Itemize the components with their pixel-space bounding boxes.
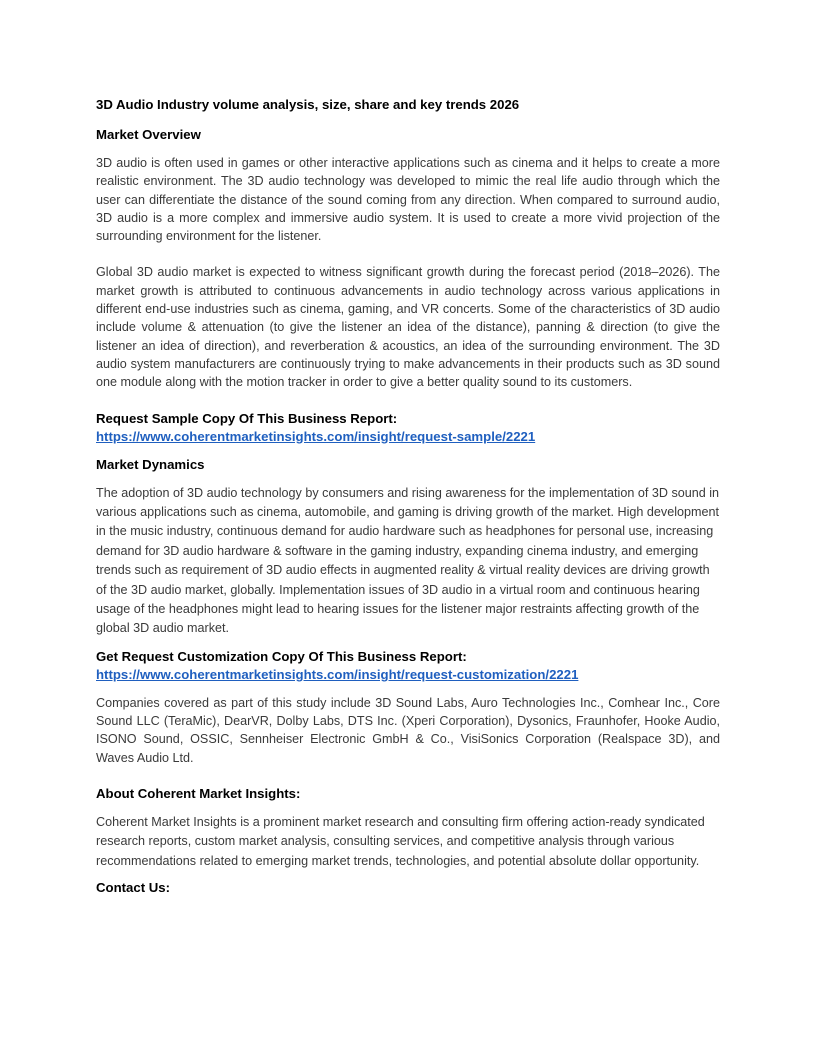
customization-request-label: Get Request Customization Copy Of This Business Report:: [96, 648, 467, 664]
market-dynamics-paragraph: The adoption of 3D audio technology by consumers and rising awareness for the implementation of 3D sound in various applications such as cinema, automobile, and gaming is driving growth of the market. High development in the music industry, continuous demand for audio hardware such as headphones for personal use, increasing demand for 3D audio hardware & software in the gaming industry, expanding cinema industry, and emerging trends such as requirement of 3D audio effects in augmented reality & virtual reality devices are driving growth of the 3D audio market, globally. Implementation issues of 3D audio in a virtual room and continuous hearing usage of the headphones might lead to hearing issues for the listener major restraints affecting growth of the global 3D audio market.: [96, 485, 720, 636]
companies-paragraph: Companies covered as part of this study include 3D Sound Labs, Auro Technologies Inc., Comhear Inc., Core Sound LLC (TeraMic), DearVR, Dolby Labs, DTS Inc. (Xperi Corporation), Dysonics, Fraunhofer, Hooke Audio, ISONO Sound, OSSIC, Sennheiser Electronic GmbH & Co., VisiSonics Corporation (Realspace 3D), and Waves Audio Ltd.: [96, 695, 720, 765]
document-title: 3D Audio Industry volume analysis, size, share and key trends 2026: [96, 97, 520, 112]
market-dynamics-heading: Market Dynamics: [96, 456, 205, 472]
sample-request-block: [96, 410, 720, 446]
overview-paragraph-1: 3D audio is often used in games or other interactive applications such as cinema and it helps to create a more realistic environment. The 3D audio technology was developed to mimic the real life audio through which the user can differentiate the distance of the sound coming from any direction. When compared to surround audio, 3D audio is a more complex and immersive audio system. It is used to create a more vivid projection of the surrounding environment for the listener.: [96, 156, 720, 244]
about-paragraph: Coherent Market Insights is a prominent market research and consulting firm offering action-ready syndicated research reports, custom market analysis, consulting services, and competitive analysis through various recommendations related to emerging market trends, technologies, and potential absolute dollar opportunity.: [96, 815, 705, 868]
sample-request-link[interactable]: https://www.coherentmarketinsights.com/insight/request-sample/2221: [96, 428, 536, 444]
market-overview-heading: Market Overview: [96, 127, 201, 142]
overview-paragraph-2: Global 3D audio market is expected to witness significant growth during the forecast period (2018–2026). The market growth is attributed to continuous advancements in audio technology across various applications in different end-use industries such as cinema, gaming, and VR concerts. Some of the characteristics of 3D audio include volume & attenuation (to give the listener an idea of the distance), panning & direction (to give the listener an idea of direction), and reverberation & acoustics, an idea of the surrounding environment. The 3D audio system manufacturers are continuously trying to make advancements in their products such as 3D sound one module along with the motion tracker in order to give a better quality sound to its customers.: [96, 265, 720, 390]
about-heading: About Coherent Market Insights:: [96, 786, 301, 801]
sample-request-label: Request Sample Copy Of This Business Report:: [96, 410, 398, 426]
contact-heading: Contact Us:: [96, 880, 170, 896]
document-page: [96, 96, 720, 907]
customization-request-block: [96, 648, 720, 684]
customization-request-link[interactable]: https://www.coherentmarketinsights.com/insight/request-customization/2221: [96, 666, 579, 682]
